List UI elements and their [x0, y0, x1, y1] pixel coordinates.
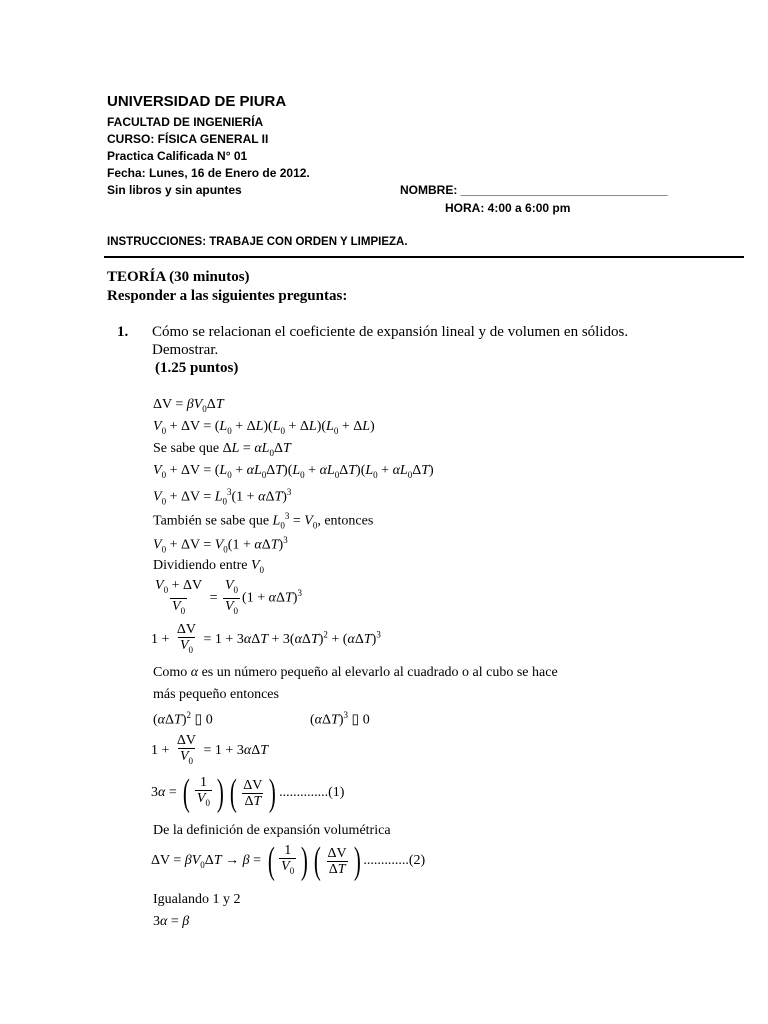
approx-glyph-1: ▯ 0: [194, 712, 213, 728]
dots-one: ..............(1): [279, 785, 345, 801]
equation-two: $\Delta V = \beta V_0\Delta T \to \beta$ = ( $\frac{1}{V_0}$ ) ( $\frac{\Delta V}{\Delta T}$ ) .............(2): [151, 840, 426, 882]
text-como: Como α es un número pequeño al elevarlo al cuadrado o al cubo se hace: [153, 665, 558, 680]
question-points: (1.25 puntos): [155, 360, 239, 376]
exam-time: HORA: 4:00 a 6:00 pm: [445, 201, 571, 215]
question-text-line2: Demostrar.: [152, 342, 219, 358]
question-number: 1.: [117, 324, 129, 340]
text-como-label: Como: [153, 665, 188, 680]
text-mas-pequeno: más pequeño entonces: [153, 687, 279, 702]
equation-divided: $\frac{V_0 + \Delta V}{V_0}$ = $\frac{V_0}{V_0}$ $(1 + \alpha\Delta T)^3$: [151, 578, 302, 619]
text-dividiendo: Dividiendo entre $V_0$: [153, 558, 265, 575]
section-subtitle: Responder a las siguientes preguntas:: [107, 288, 348, 304]
approximation-square: $(\alpha\Delta T)^2$ ▯ 0: [153, 710, 213, 728]
text-como-rest: es un número pequeño al elevarlo al cuadrado o al cubo se hace: [201, 665, 558, 680]
instructions: INSTRUCCIONES: TRABAJE CON ORDEN Y LIMPIEZA.: [107, 236, 408, 248]
equation-tambien: También se sabe que $L_0^3 = V_0$, entonces: [153, 511, 374, 531]
equation-result: 3α = β: [153, 914, 190, 929]
equation-expanded: 1 + $\frac{\Delta V}{V_0}$ = $1 + 3\alpha\Delta T + 3(\alpha\Delta T)^2 + (\alpha\Delta T)^3$: [151, 622, 381, 658]
equation-volume-expansion: $\Delta V = \beta V_0\Delta T$: [153, 397, 224, 414]
equation-linear-expansion: Se sabe que $\Delta L = \alpha L_0\Delta T$: [153, 441, 291, 458]
text-igualando: Igualando 1 y 2: [153, 892, 241, 907]
section-title: TEORÍA (30 minutos): [107, 269, 250, 285]
name-field: NOMBRE: _______________________________: [400, 183, 668, 197]
text-tambien: También se sabe que: [153, 513, 270, 529]
course-name: CURSO: FÍSICA GENERAL II: [107, 132, 269, 146]
equation-cube-volume: $V_0 + \Delta V = (L_0 + \Delta L)(L_0 + \Delta L)(L_0 + \Delta L)$: [153, 419, 375, 436]
equation-factored: $V_0 + \Delta V = L_0^3(1 + \alpha\Delta T)^3$: [153, 487, 292, 507]
dots-two: .............(2): [363, 853, 426, 869]
practice-title: Practica Calificada N° 01: [107, 149, 248, 163]
equation-volume-form: $V_0 + \Delta V = V_0(1 + \alpha\Delta T)^3$: [153, 535, 288, 555]
approximation-cube: $(\alpha\Delta T)^3$ ▯ 0: [310, 710, 370, 728]
approx-glyph-2: ▯ 0: [351, 712, 370, 728]
question-text-line1: Cómo se relacionan el coeficiente de expansión lineal y de volumen en sólidos.: [152, 324, 629, 340]
text-dividiendo-label: Dividiendo entre: [153, 558, 248, 573]
exam-rules: Sin libros y sin apuntes: [107, 183, 242, 197]
equation-simplified: 1 + $\frac{\Delta V}{V_0}$ = 1 + 3αΔT: [151, 733, 268, 769]
text-definicion: De la definición de expansión volumétrica: [153, 823, 391, 838]
university-name: UNIVERSIDAD DE PIURA: [107, 93, 287, 110]
header-divider: [104, 256, 744, 258]
equation-substituted: $V_0 + \Delta V = (L_0 + \alpha L_0\Delta T)(L_0 + \alpha L_0\Delta T)(L_0 + \alpha L_0\Delta T)$: [153, 463, 434, 480]
text-se-sabe: Se sabe que: [153, 441, 220, 456]
exam-date: Fecha: Lunes, 16 de Enero de 2012.: [107, 166, 310, 180]
faculty-name: FACULTAD DE INGENIERÍA: [107, 115, 264, 129]
equation-one: 3α = ( $\frac{1}{V_0}$ ) ( $\frac{\Delta V}{\Delta T}$ ) ..............(1): [151, 772, 345, 814]
text-entonces: , entonces: [317, 513, 374, 529]
